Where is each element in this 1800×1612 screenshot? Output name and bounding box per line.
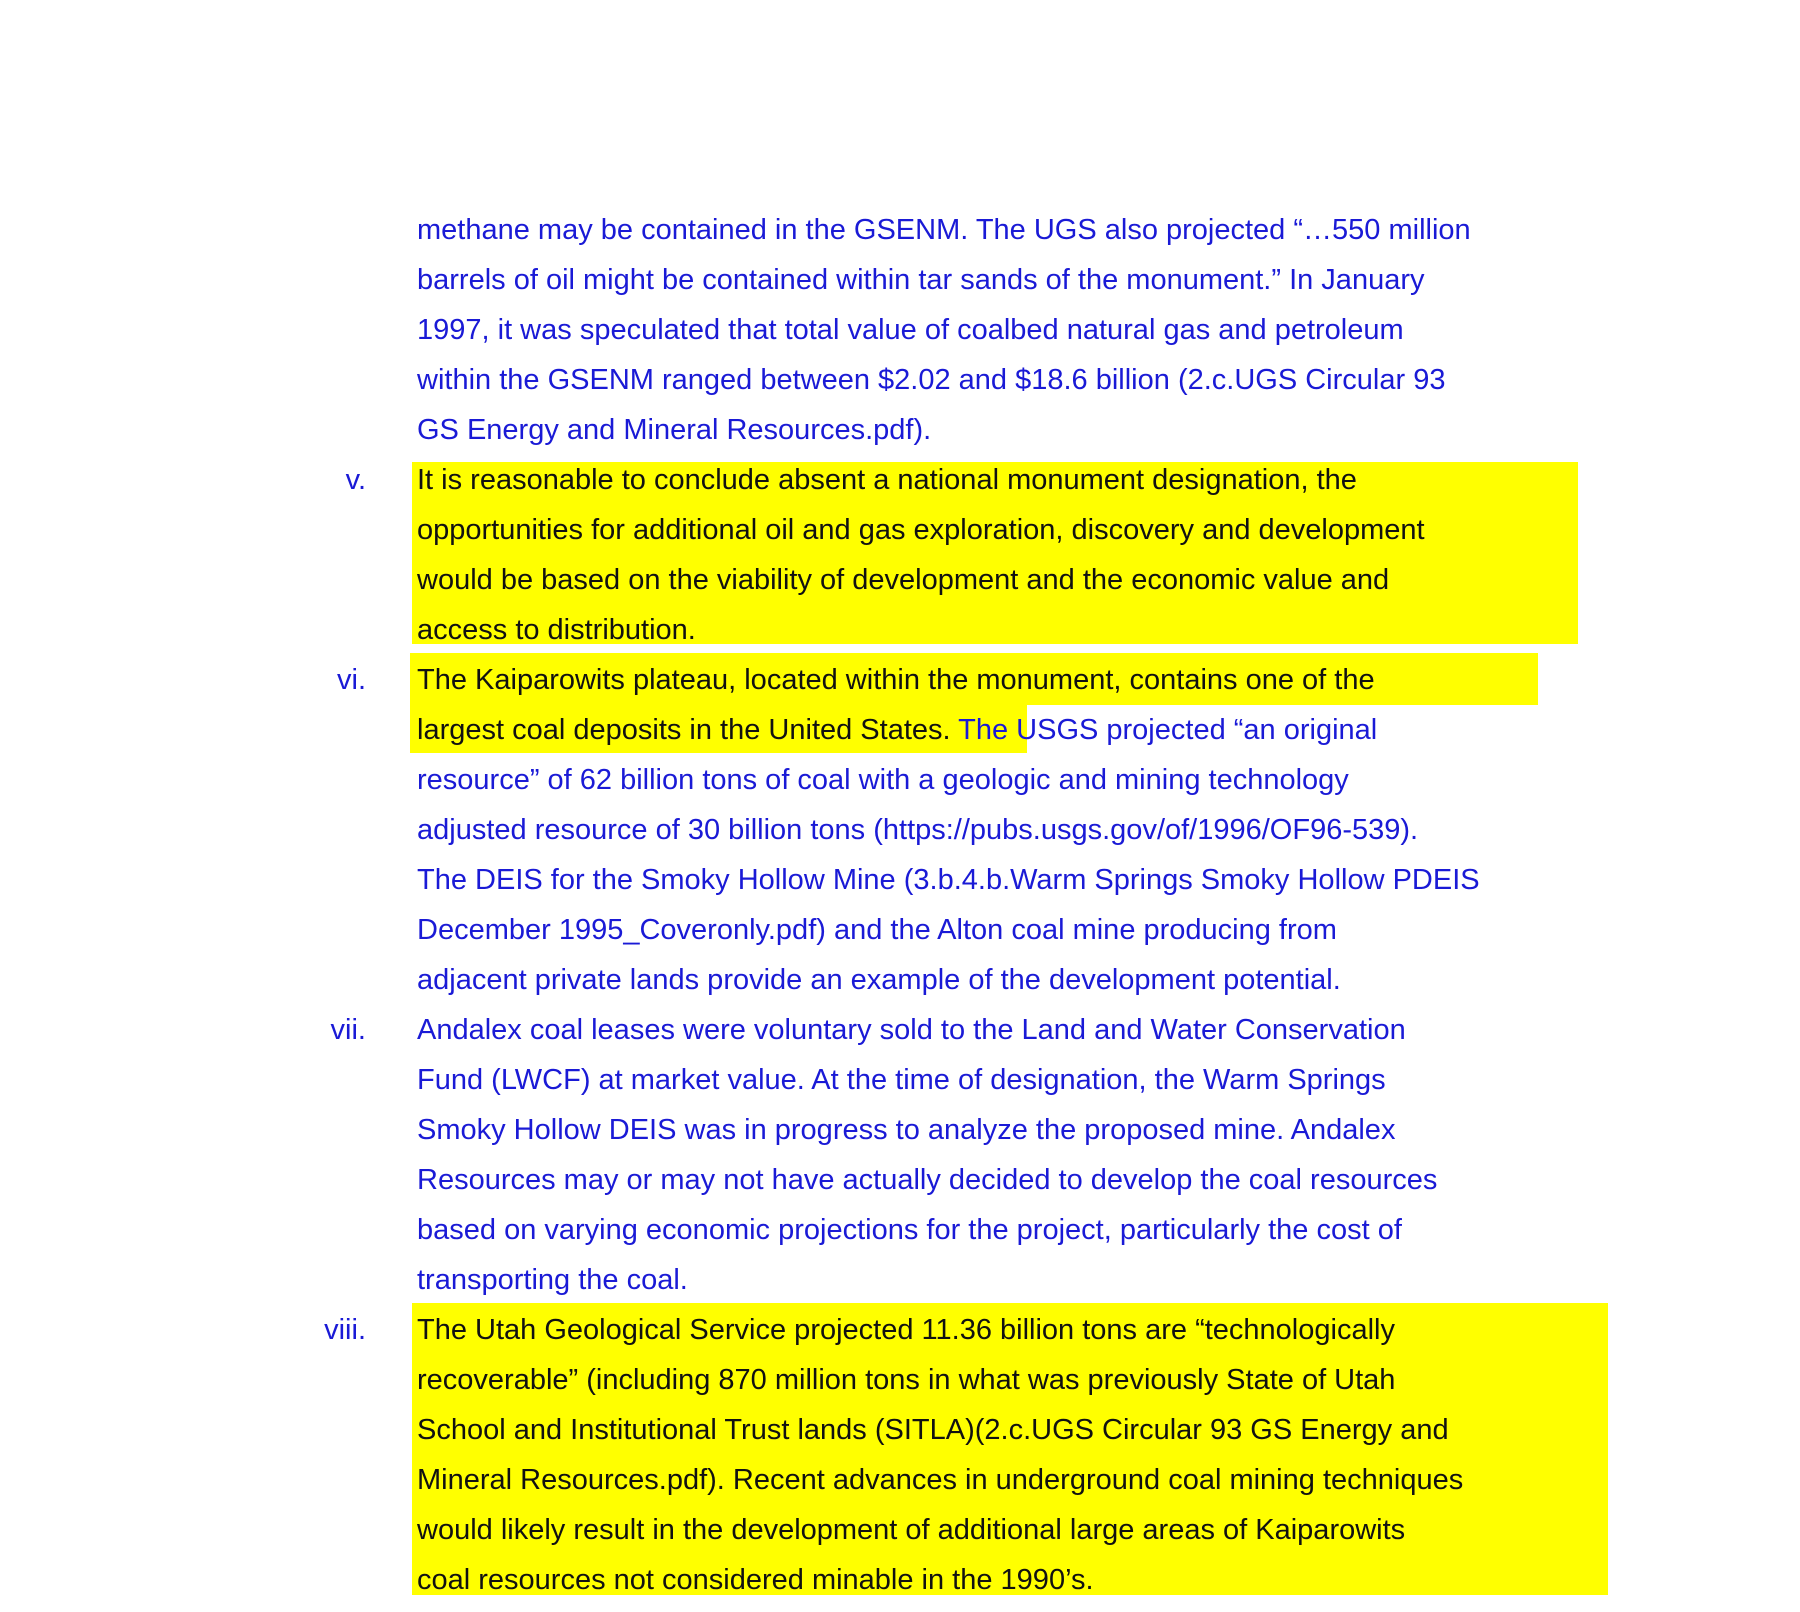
item-line: Mineral Resources.pdf). Recent advances in underground coal mining techniques: [417, 1464, 1464, 1496]
item-line: adjacent private lands provide an example of the development potential.: [417, 964, 1341, 996]
item-line: Fund (LWCF) at market value. At the time of designation, the Warm Springs: [417, 1064, 1386, 1096]
list-item-viii: [417, 1305, 1617, 1605]
intro-line: barrels of oil might be contained within tar sands of the monument.” In January: [417, 264, 1425, 296]
item-line: Resources may or may not have actually decided to develop the coal resources: [417, 1164, 1438, 1196]
item-line-highlighted: The Kaiparowits plateau, located within the monument, contains one of the: [417, 664, 1375, 696]
item-line: The Utah Geological Service projected 11.36 billion tons are “technologically: [417, 1314, 1395, 1346]
list-item-vi: [417, 655, 1617, 1005]
list-item-v: [417, 455, 1617, 655]
item-line-highlighted: largest coal deposits in the United States.: [417, 714, 959, 746]
intro-line: 1997, it was speculated that total value of coalbed natural gas and petroleum: [417, 314, 1404, 346]
intro-line: methane may be contained in the GSENM. The UGS also projected “…550 million: [417, 214, 1471, 246]
item-line-continuation: The USGS projected “an original: [958, 714, 1378, 746]
item-line: School and Institutional Trust lands (SITLA)(2.c.UGS Circular 93 GS Energy and: [417, 1414, 1449, 1446]
item-line: Smoky Hollow DEIS was in progress to analyze the proposed mine. Andalex: [417, 1114, 1396, 1146]
item-line: access to distribution.: [417, 614, 696, 646]
item-line: recoverable” (including 870 million tons in what was previously State of Utah: [417, 1364, 1396, 1396]
list-marker-vii: vii.: [330, 1014, 366, 1046]
item-line: based on varying economic projections for the project, particularly the cost of: [417, 1214, 1402, 1246]
item-line: opportunities for additional oil and gas exploration, discovery and development: [417, 514, 1425, 546]
list-marker-v: v.: [345, 464, 366, 496]
item-line: The DEIS for the Smoky Hollow Mine (3.b.4.b.Warm Springs Smoky Hollow PDEIS: [417, 864, 1480, 896]
item-line: would likely result in the development of additional large areas of Kaiparowits: [417, 1514, 1406, 1546]
intro-paragraph: [417, 205, 1617, 455]
item-line: would be based on the viability of development and the economic value and: [417, 564, 1390, 596]
intro-line: GS Energy and Mineral Resources.pdf).: [417, 414, 932, 446]
list-marker-viii: viii.: [324, 1314, 366, 1346]
item-line: adjusted resource of 30 billion tons (https://pubs.usgs.gov/of/1996/OF96-539).: [417, 814, 1419, 846]
item-line: It is reasonable to conclude absent a national monument designation, the: [417, 464, 1357, 496]
list-marker-vi: vi.: [337, 664, 366, 696]
item-line: coal resources not considered minable in the 1990’s.: [417, 1564, 1094, 1596]
item-line: transporting the coal.: [417, 1264, 688, 1296]
item-line: December 1995_Coveronly.pdf) and the Alton coal mine producing from: [417, 914, 1337, 946]
list-item-vii: [417, 1005, 1617, 1305]
item-line: resource” of 62 billion tons of coal with a geologic and mining technology: [417, 764, 1349, 796]
intro-line: within the GSENM ranged between $2.02 and $18.6 billion (2.c.UGS Circular 93: [417, 364, 1446, 396]
item-line: Andalex coal leases were voluntary sold to the Land and Water Conservation: [417, 1014, 1406, 1046]
